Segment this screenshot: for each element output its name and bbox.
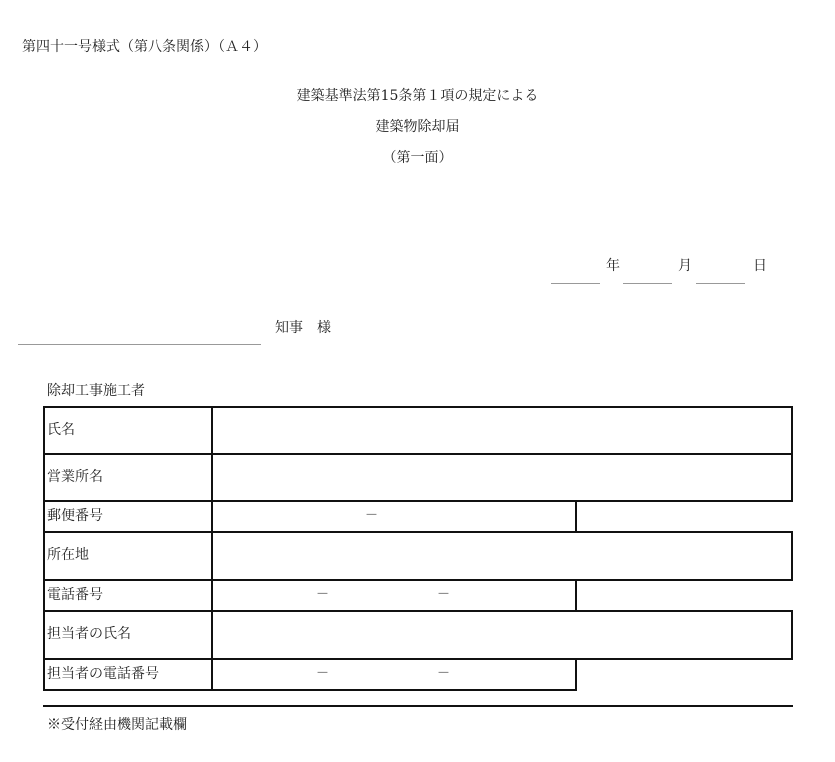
phone-separator-1: － xyxy=(316,587,330,602)
row-label-phone: 電話番号 xyxy=(47,587,103,603)
office-name-field[interactable] xyxy=(214,455,790,500)
row-label-contact-name: 担当者の氏名 xyxy=(47,626,131,642)
governor-suffix: 知事 様 xyxy=(275,320,331,336)
postal-code-field[interactable] xyxy=(214,502,574,531)
date-year-label: 年 xyxy=(606,258,620,274)
form-number: 第四十一号様式（第八条関係）（Ａ４） xyxy=(22,39,267,55)
contact-name-field[interactable] xyxy=(214,612,790,658)
governor-name-field[interactable] xyxy=(18,344,261,345)
section-title-contractor: 除却工事施工者 xyxy=(47,383,145,399)
date-month-label: 月 xyxy=(678,258,692,274)
reception-divider xyxy=(43,705,793,707)
phone-separator-2: － xyxy=(437,587,451,602)
row-label-contact-phone: 担当者の電話番号 xyxy=(47,666,159,682)
reception-label: ※受付経由機関記載欄 xyxy=(47,717,187,733)
date-year-field[interactable] xyxy=(551,283,600,284)
row-label-office-name: 営業所名 xyxy=(47,469,103,485)
contact-phone-separator-2: － xyxy=(437,666,451,681)
date-month-field[interactable] xyxy=(623,283,672,284)
form-heading-line1: 建築基準法第15条第１項の規定による xyxy=(296,88,539,104)
row-label-name: 氏名 xyxy=(47,422,75,438)
form-heading-line3: （第一面） xyxy=(382,150,453,166)
row-label-address: 所在地 xyxy=(47,547,89,563)
date-day-field[interactable] xyxy=(696,283,745,284)
date-day-label: 日 xyxy=(753,258,767,274)
contact-phone-separator-1: － xyxy=(316,666,330,681)
contact-phone-field[interactable] xyxy=(214,660,574,689)
row-label-postal-code: 郵便番号 xyxy=(47,508,103,524)
form-heading-line2: 建築物除却届 xyxy=(375,119,460,135)
phone-field[interactable] xyxy=(214,581,574,610)
address-field[interactable] xyxy=(214,533,790,579)
name-field[interactable] xyxy=(214,408,790,453)
postal-code-separator: － xyxy=(365,508,379,523)
